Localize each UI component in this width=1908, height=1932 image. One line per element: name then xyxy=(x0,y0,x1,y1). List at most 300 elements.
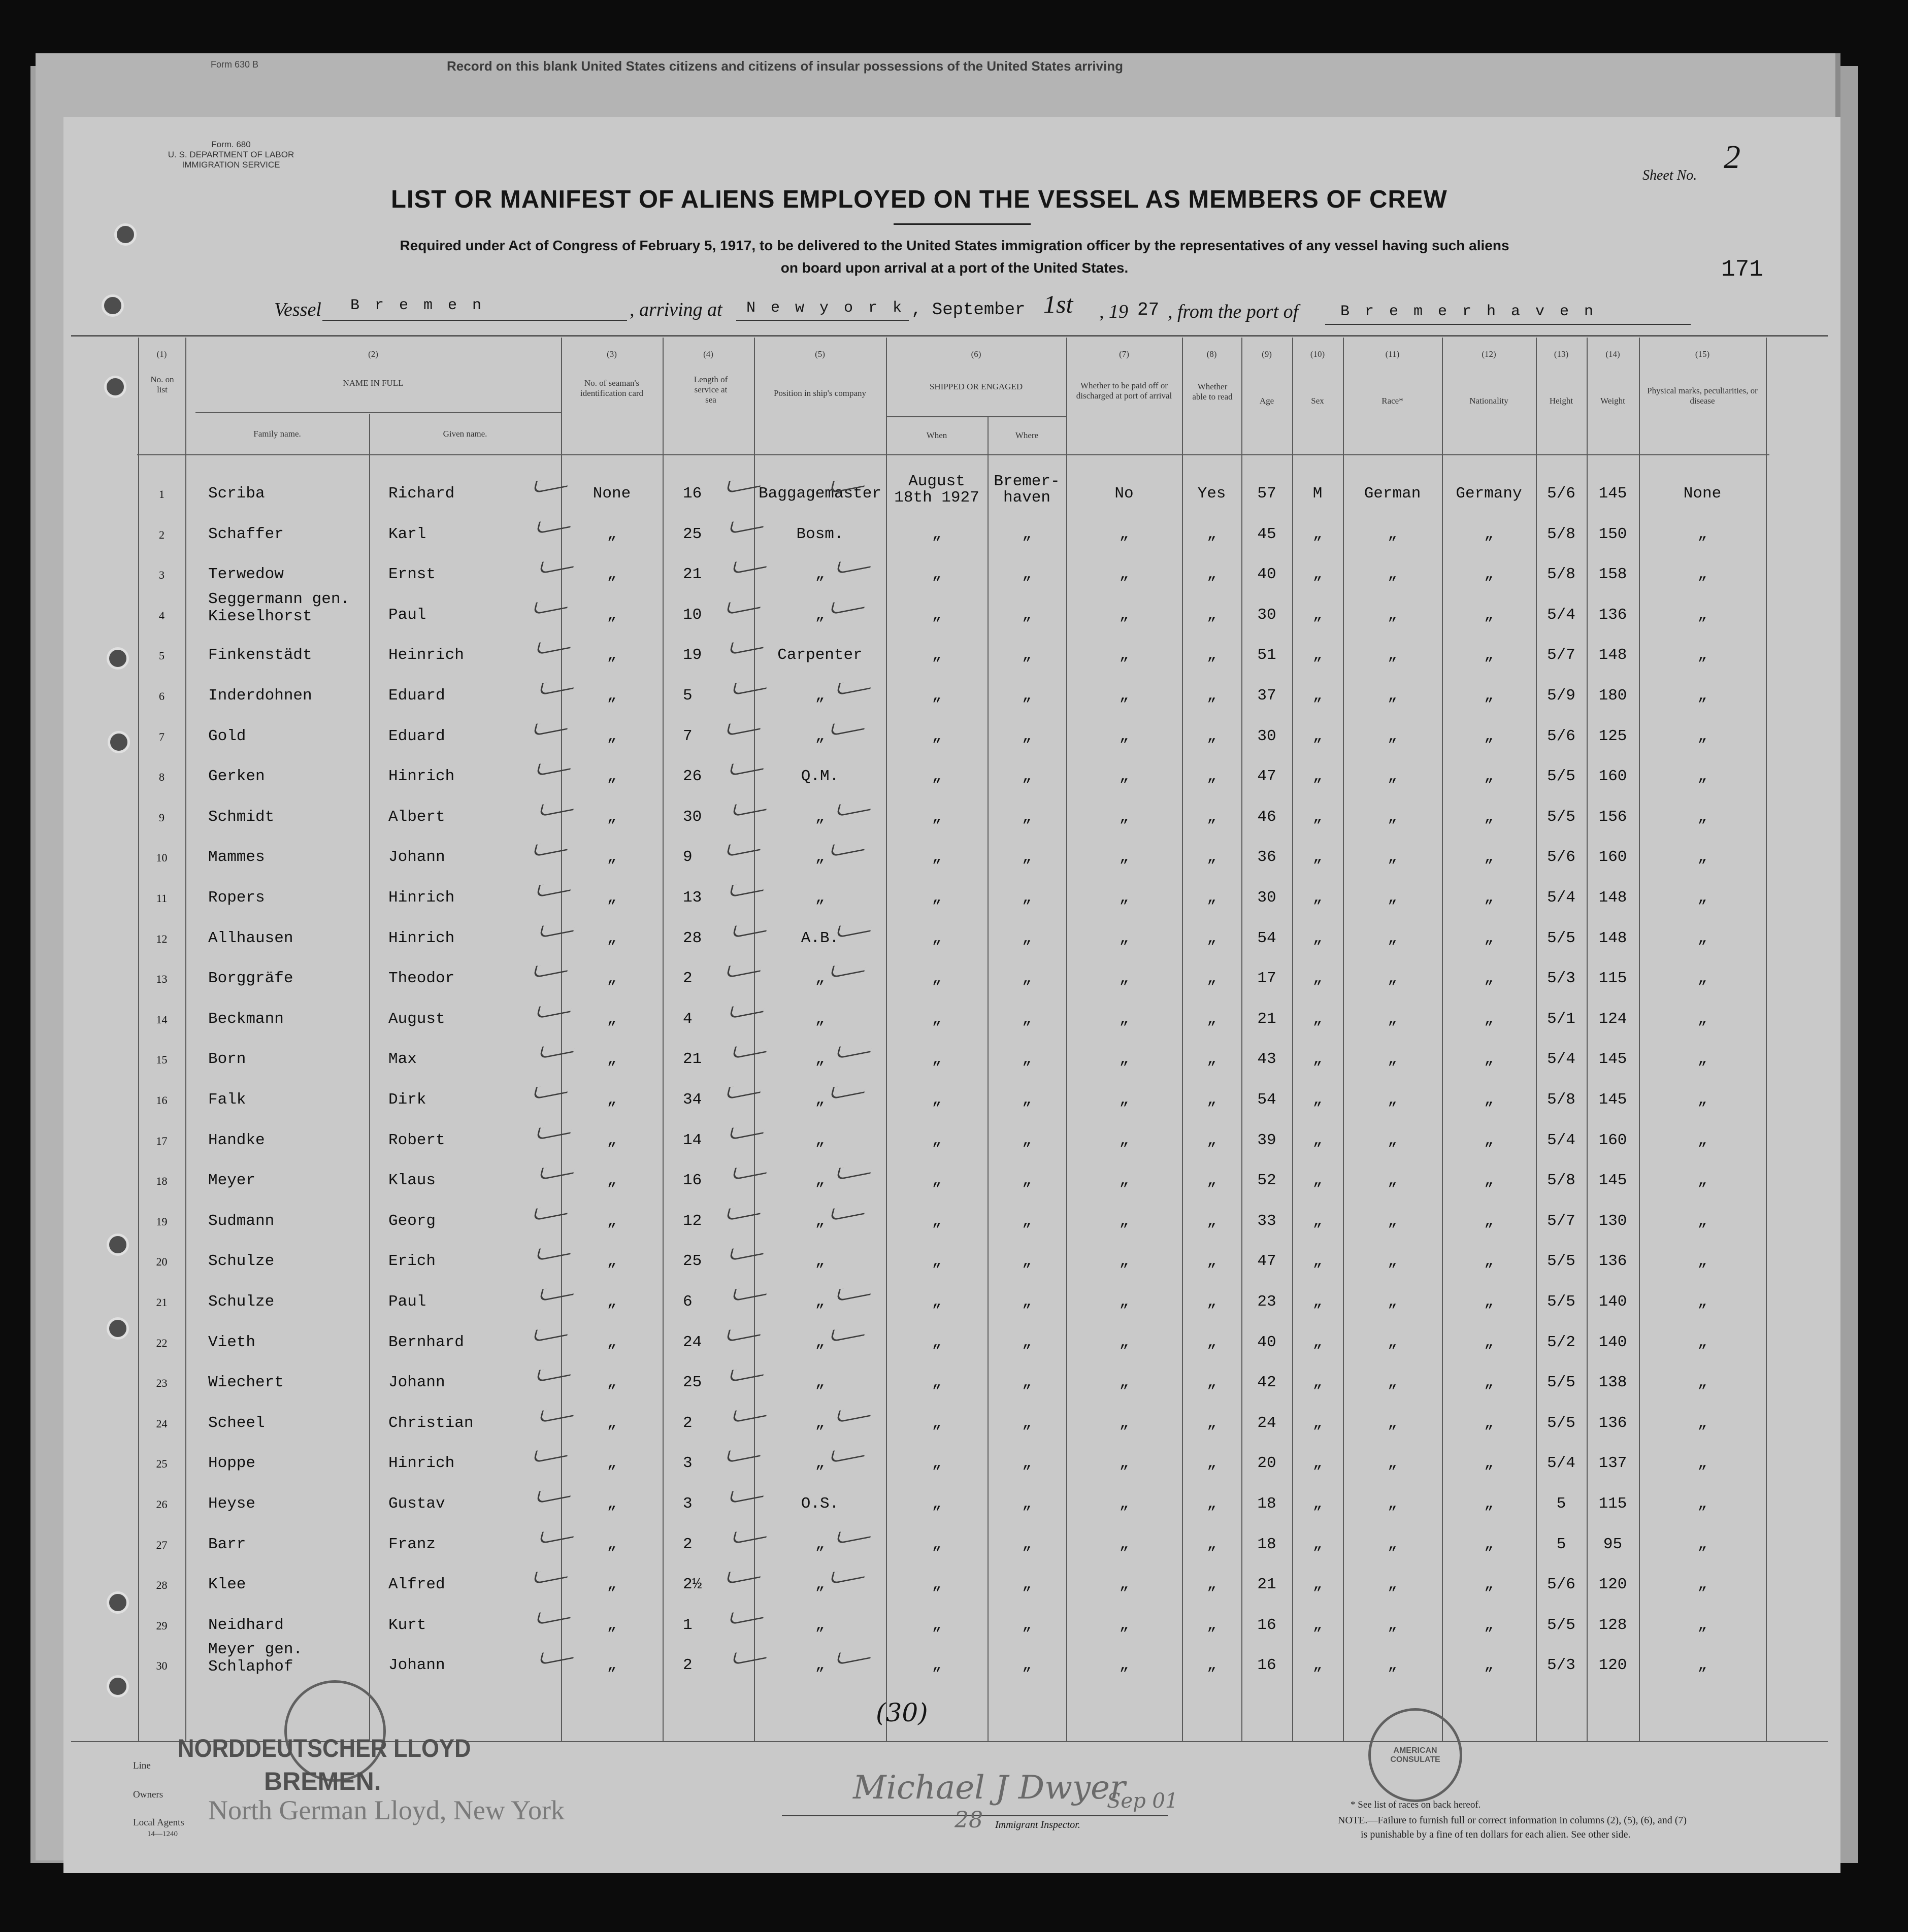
cell-age: 47 xyxy=(1257,1252,1276,1271)
cell-family: Neidhard xyxy=(208,1616,284,1634)
cell-paid: „ xyxy=(1119,727,1129,745)
cell-sex: „ xyxy=(1312,1374,1323,1392)
cell-sex: „ xyxy=(1312,1414,1323,1432)
previous-sheet-header: Record on this blank United States citizens and citizens of insular possessions of the United States arriving xyxy=(447,58,1124,74)
cell-nationality: „ xyxy=(1484,1454,1494,1473)
table-row xyxy=(0,1374,1908,1414)
cell-paid: „ xyxy=(1119,1212,1129,1230)
cell-marks: „ xyxy=(1697,1131,1707,1149)
cell-where: „ xyxy=(1022,727,1032,745)
col-num-4: (4) xyxy=(703,349,713,359)
cell-nationality: „ xyxy=(1484,1656,1494,1675)
cell-sex: „ xyxy=(1312,1293,1323,1311)
line-label: Line xyxy=(133,1760,151,1771)
table-row xyxy=(0,525,1908,566)
cell-no: 12 xyxy=(156,932,168,945)
cell-paid: „ xyxy=(1119,1091,1129,1109)
cell-height: 5/4 xyxy=(1547,1050,1575,1069)
cell-sex: „ xyxy=(1312,1656,1323,1675)
cell-position: „ xyxy=(815,1050,825,1069)
cell-race: „ xyxy=(1388,848,1397,867)
cell-marks: „ xyxy=(1697,1050,1707,1069)
cell-when: „ xyxy=(932,970,942,988)
cell-sex: „ xyxy=(1312,1535,1323,1553)
cell-sex: „ xyxy=(1312,1252,1323,1271)
cell-race: „ xyxy=(1388,1091,1397,1109)
cell-id: „ xyxy=(607,1656,617,1675)
header-age: Age xyxy=(1259,396,1274,406)
cell-race: „ xyxy=(1388,1495,1397,1513)
cell-height: 5/5 xyxy=(1547,1616,1575,1634)
cell-position: „ xyxy=(815,1454,825,1473)
cell-id: „ xyxy=(607,1010,617,1028)
cell-id: „ xyxy=(607,929,617,947)
cell-position: „ xyxy=(815,1212,825,1230)
cell-length: 21 xyxy=(683,1050,702,1069)
cell-no: 3 xyxy=(159,569,165,582)
cell-family: Gold xyxy=(208,727,246,745)
cell-age: 57 xyxy=(1257,485,1276,503)
cell-paid: „ xyxy=(1119,1252,1129,1271)
cell-family: Klee xyxy=(208,1576,246,1594)
cell-given: Ernst xyxy=(388,565,436,584)
table-top-rule xyxy=(71,335,1828,337)
cell-marks: „ xyxy=(1697,1454,1707,1473)
cell-height: 5/8 xyxy=(1547,565,1575,584)
cell-length: 21 xyxy=(683,565,702,584)
page-title: LIST OR MANIFEST OF ALIENS EMPLOYED ON THE VESSEL AS MEMBERS OF CREW xyxy=(391,186,1448,213)
cell-weight: 156 xyxy=(1598,808,1627,826)
cell-length: 2 xyxy=(683,970,693,988)
cell-given: Johann xyxy=(388,1374,445,1392)
cell-height: 5/5 xyxy=(1547,768,1575,786)
cell-no: 20 xyxy=(156,1255,168,1269)
cell-marks: „ xyxy=(1697,1374,1707,1392)
cell-weight: 115 xyxy=(1598,970,1627,988)
cell-nationality: „ xyxy=(1484,1535,1494,1553)
cell-weight: 136 xyxy=(1598,1252,1627,1271)
cell-where: „ xyxy=(1022,1252,1032,1271)
cell-sex: „ xyxy=(1312,525,1323,543)
cell-family: Terwedow xyxy=(208,565,284,584)
cell-paid: „ xyxy=(1119,1616,1129,1634)
table-row xyxy=(0,1010,1908,1051)
cell-nationality: „ xyxy=(1484,1414,1494,1432)
cell-when: „ xyxy=(932,1212,942,1230)
cell-height: 5/4 xyxy=(1547,1454,1575,1473)
cell-weight: 160 xyxy=(1598,768,1627,786)
cell-no: 13 xyxy=(156,973,168,986)
cell-paid: „ xyxy=(1119,1010,1129,1028)
cell-marks: „ xyxy=(1697,768,1707,786)
cell-no: 6 xyxy=(159,690,165,703)
table-row xyxy=(0,473,1908,525)
cell-given: Richard xyxy=(388,485,455,503)
header-where: Where xyxy=(1015,430,1039,440)
from-label: , from the port of xyxy=(1168,301,1299,322)
cell-given: Albert xyxy=(388,808,445,826)
cell-no: 23 xyxy=(156,1377,168,1390)
cell-nationality: „ xyxy=(1484,1131,1494,1149)
cell-height: 5/4 xyxy=(1547,889,1575,907)
table-row xyxy=(0,929,1908,970)
cell-height: 5/4 xyxy=(1547,606,1575,624)
lloyd-stamp-city: BREMEN. xyxy=(264,1767,381,1795)
cell-position: „ xyxy=(815,848,825,867)
cell-when: „ xyxy=(932,1091,942,1109)
cell-weight: 120 xyxy=(1598,1576,1627,1594)
shipped-subheader-rule xyxy=(886,416,1066,417)
punch-hole xyxy=(114,223,137,246)
cell-height: 5/8 xyxy=(1547,525,1575,543)
cell-read: Yes xyxy=(1197,485,1226,503)
cell-position: „ xyxy=(815,1172,825,1190)
cell-given: Hinrich xyxy=(388,889,455,907)
cell-nationality: „ xyxy=(1484,1050,1494,1069)
cell-paid: „ xyxy=(1119,848,1129,867)
cell-race: „ xyxy=(1388,889,1397,907)
cell-id: „ xyxy=(607,1252,617,1271)
table-row xyxy=(0,1641,1908,1697)
cell-length: 10 xyxy=(683,606,702,624)
cell-sex: „ xyxy=(1312,1172,1323,1190)
cell-position: A.B. xyxy=(801,929,839,947)
table-row xyxy=(0,1172,1908,1212)
cell-race: „ xyxy=(1388,929,1397,947)
form-meta xyxy=(135,140,327,170)
table-row xyxy=(0,1536,1908,1576)
header-height: Height xyxy=(1549,396,1573,406)
cell-id: „ xyxy=(607,687,617,705)
cell-given: Alfred xyxy=(388,1576,445,1594)
cell-length: 16 xyxy=(683,1172,702,1190)
cell-when: „ xyxy=(932,1050,942,1069)
cell-age: 30 xyxy=(1257,606,1276,624)
cell-length: 25 xyxy=(683,1374,702,1392)
cell-paid: „ xyxy=(1119,1333,1129,1351)
cell-paid: „ xyxy=(1119,1576,1129,1594)
table-row xyxy=(0,590,1908,647)
cell-sex: „ xyxy=(1312,727,1323,745)
penalty-note-line-2: is punishable by a fine of ten dollars for each alien. See other side. xyxy=(1361,1829,1631,1840)
cell-no: 24 xyxy=(156,1417,168,1430)
cell-id: „ xyxy=(607,768,617,786)
cell-when: „ xyxy=(932,525,942,543)
cell-height: 5/2 xyxy=(1547,1333,1575,1351)
cell-weight: 145 xyxy=(1598,1172,1627,1190)
cell-height: 5/9 xyxy=(1547,687,1575,705)
col-num-15: (15) xyxy=(1695,349,1710,359)
cell-no: 2 xyxy=(159,528,165,541)
col-num-3: (3) xyxy=(607,349,617,359)
cell-weight: 148 xyxy=(1598,889,1627,907)
cell-paid: „ xyxy=(1119,1293,1129,1311)
cell-marks: „ xyxy=(1697,687,1707,705)
cell-position: „ xyxy=(815,1374,825,1392)
cell-nationality: „ xyxy=(1484,1616,1494,1634)
cell-race: „ xyxy=(1388,1131,1397,1149)
cell-no: 16 xyxy=(156,1094,168,1107)
cell-length: 26 xyxy=(683,768,702,786)
cell-weight: 160 xyxy=(1598,848,1627,867)
cell-height: 5/8 xyxy=(1547,1091,1575,1109)
cell-marks: „ xyxy=(1697,1535,1707,1553)
cell-given: Johann xyxy=(388,848,445,867)
cell-age: 40 xyxy=(1257,1333,1276,1351)
cell-id: „ xyxy=(607,1212,617,1230)
cell-weight: 125 xyxy=(1598,727,1627,745)
total-count: (30) xyxy=(876,1698,928,1727)
cell-id: „ xyxy=(607,1091,617,1109)
cell-nationality: „ xyxy=(1484,1212,1494,1230)
cell-when: „ xyxy=(932,1576,942,1594)
cell-given: Eduard xyxy=(388,687,445,705)
punch-hole xyxy=(102,294,124,317)
col-num-2: (2) xyxy=(368,349,378,359)
cell-height: 5/6 xyxy=(1547,727,1575,745)
cell-nationality: „ xyxy=(1484,1495,1494,1513)
punch-hole xyxy=(104,376,126,398)
cell-marks: „ xyxy=(1697,1293,1707,1311)
cell-height: 5/3 xyxy=(1547,1656,1575,1675)
cell-read: „ xyxy=(1207,687,1216,705)
cell-when: „ xyxy=(932,1374,942,1392)
cell-given: Christian xyxy=(388,1414,474,1432)
cell-height: 5 xyxy=(1556,1535,1566,1553)
cell-read: „ xyxy=(1207,565,1216,584)
cell-nationality: „ xyxy=(1484,1333,1494,1351)
cell-id: „ xyxy=(607,1293,617,1311)
cell-id: „ xyxy=(607,525,617,543)
cell-no: 10 xyxy=(156,851,168,864)
cell-family: Hoppe xyxy=(208,1454,256,1473)
cell-family: Beckmann xyxy=(208,1010,284,1028)
cell-paid: „ xyxy=(1119,970,1129,988)
cell-no: 17 xyxy=(156,1134,168,1147)
cell-position: „ xyxy=(815,727,825,745)
cell-position: Baggagemaster xyxy=(759,485,881,503)
cell-where: „ xyxy=(1022,1050,1032,1069)
cell-weight: 145 xyxy=(1598,1091,1627,1109)
cell-position: „ xyxy=(815,1131,825,1149)
cell-where: „ xyxy=(1022,1374,1032,1392)
arrival-day: 1st xyxy=(1043,290,1073,318)
cell-read: „ xyxy=(1207,1050,1216,1069)
cell-height: 5/3 xyxy=(1547,970,1575,988)
cell-where: „ xyxy=(1022,1616,1032,1634)
cell-race: „ xyxy=(1388,687,1397,705)
cell-marks: „ xyxy=(1697,1333,1707,1351)
cell-race: „ xyxy=(1388,970,1397,988)
cell-no: 18 xyxy=(156,1175,168,1188)
cell-length: 12 xyxy=(683,1212,702,1230)
table-row xyxy=(0,1454,1908,1495)
cell-paid: „ xyxy=(1119,1414,1129,1432)
cell-age: 17 xyxy=(1257,970,1276,988)
cell-given: Hinrich xyxy=(388,1454,455,1473)
cell-weight: 145 xyxy=(1598,485,1627,503)
cell-family: Vieth xyxy=(208,1333,256,1351)
cell-sex: „ xyxy=(1312,768,1323,786)
header-nationality: Nationality xyxy=(1469,396,1508,406)
cell-marks: „ xyxy=(1697,1576,1707,1594)
cell-id: „ xyxy=(607,727,617,745)
cell-marks: None xyxy=(1683,485,1722,503)
cell-read: „ xyxy=(1207,889,1216,907)
cell-height: 5/6 xyxy=(1547,848,1575,867)
cell-given: Max xyxy=(388,1050,417,1069)
cell-nationality: „ xyxy=(1484,565,1494,584)
cell-race: „ xyxy=(1388,1252,1397,1271)
cell-when: „ xyxy=(932,1131,942,1149)
cell-read: „ xyxy=(1207,768,1216,786)
col-num-14: (14) xyxy=(1605,349,1620,359)
cell-nationality: „ xyxy=(1484,1172,1494,1190)
cell-when: „ xyxy=(932,1172,942,1190)
cell-paid: „ xyxy=(1119,1131,1129,1149)
cell-no: 8 xyxy=(159,771,165,784)
cell-race: „ xyxy=(1388,1010,1397,1028)
cell-length: 25 xyxy=(683,1252,702,1271)
vessel-underline xyxy=(322,320,627,321)
cell-position: Q.M. xyxy=(801,768,839,786)
cell-length: 2 xyxy=(683,1414,693,1432)
cell-id: „ xyxy=(607,1172,617,1190)
table-row xyxy=(0,1495,1908,1536)
col-num-11: (11) xyxy=(1385,349,1400,359)
cell-race: „ xyxy=(1388,1535,1397,1553)
cell-where: „ xyxy=(1022,1333,1032,1351)
header-family-name: Family name. xyxy=(253,429,301,439)
cell-where: „ xyxy=(1022,1535,1032,1553)
cell-id: „ xyxy=(607,848,617,867)
cell-where: „ xyxy=(1022,768,1032,786)
cell-sex: „ xyxy=(1312,1050,1323,1069)
cell-age: 18 xyxy=(1257,1495,1276,1513)
cell-id: „ xyxy=(607,1576,617,1594)
subtitle-line-1: Required under Act of Congress of February 5, 1917, to be delivered to the United States immigration officer by the representatives of any vessel having such aliens xyxy=(400,238,1509,253)
cell-height: 5/5 xyxy=(1547,1414,1575,1432)
inspector-number: 28 xyxy=(955,1807,983,1833)
cell-read: „ xyxy=(1207,1374,1216,1392)
cell-length: 14 xyxy=(683,1131,702,1149)
table-row xyxy=(0,727,1908,768)
table-row xyxy=(0,808,1908,849)
lloyd-agent-stamp: North German Lloyd, New York xyxy=(208,1795,565,1825)
cell-where: „ xyxy=(1022,565,1032,584)
cell-race: „ xyxy=(1388,606,1397,624)
cell-when: „ xyxy=(932,1333,942,1351)
cell-length: 2 xyxy=(683,1656,693,1675)
cell-where: „ xyxy=(1022,1414,1032,1432)
cell-when: „ xyxy=(932,848,942,867)
cell-no: 19 xyxy=(156,1215,168,1228)
cell-age: 43 xyxy=(1257,1050,1276,1069)
cell-marks: „ xyxy=(1697,1616,1707,1634)
cell-marks: „ xyxy=(1697,606,1707,624)
cell-length: 9 xyxy=(683,848,693,867)
cell-nationality: „ xyxy=(1484,848,1494,867)
cell-race: „ xyxy=(1388,646,1397,664)
cell-length: 25 xyxy=(683,525,702,543)
cell-position: „ xyxy=(815,1576,825,1594)
cell-family: Scriba xyxy=(208,485,265,503)
cell-position: „ xyxy=(815,970,825,988)
cell-race: „ xyxy=(1388,1454,1397,1473)
cell-no: 21 xyxy=(156,1296,168,1309)
sheet-label: Sheet No. xyxy=(1642,168,1697,183)
cell-given: Hinrich xyxy=(388,929,455,947)
cell-where: „ xyxy=(1022,1454,1032,1473)
cell-height: 5/5 xyxy=(1547,1374,1575,1392)
cell-age: 45 xyxy=(1257,525,1276,543)
cell-no: 4 xyxy=(159,609,165,622)
cell-sex: „ xyxy=(1312,646,1323,664)
col-num-7: (7) xyxy=(1119,349,1129,359)
cell-when: „ xyxy=(932,646,942,664)
cell-sex: „ xyxy=(1312,565,1323,584)
cell-family: Seggermann gen. Kieselhorst xyxy=(208,590,350,625)
subtitle-line-2: on board upon arrival at a port of the United States. xyxy=(780,260,1129,276)
cell-position: „ xyxy=(815,565,825,584)
cell-race: „ xyxy=(1388,525,1397,543)
cell-marks: „ xyxy=(1697,1212,1707,1230)
cell-read: „ xyxy=(1207,1293,1216,1311)
cell-paid: „ xyxy=(1119,808,1129,826)
cell-no: 5 xyxy=(159,649,165,662)
cell-given: Eduard xyxy=(388,727,445,745)
cell-no: 25 xyxy=(156,1457,168,1471)
cell-position: Carpenter xyxy=(777,646,863,664)
cell-height: 5/4 xyxy=(1547,1131,1575,1149)
stamp-number: 171 xyxy=(1721,256,1763,283)
cell-marks: „ xyxy=(1697,848,1707,867)
cell-nationality: „ xyxy=(1484,606,1494,624)
cell-id: „ xyxy=(607,1535,617,1553)
cell-sex: „ xyxy=(1312,1576,1323,1594)
cell-nationality: „ xyxy=(1484,929,1494,947)
cell-age: 46 xyxy=(1257,808,1276,826)
cell-height: 5/5 xyxy=(1547,929,1575,947)
cell-sex: „ xyxy=(1312,606,1323,624)
cell-where: „ xyxy=(1022,1010,1032,1028)
cell-read: „ xyxy=(1207,1010,1216,1028)
cell-weight: 130 xyxy=(1598,1212,1627,1230)
cell-nationality: „ xyxy=(1484,808,1494,826)
cell-weight: 136 xyxy=(1598,1414,1627,1432)
cell-sex: „ xyxy=(1312,1131,1323,1149)
cell-read: „ xyxy=(1207,929,1216,947)
cell-id: „ xyxy=(607,1495,617,1513)
cell-family: Schaffer xyxy=(208,525,284,543)
cell-where: „ xyxy=(1022,1131,1032,1149)
name-subheader-rule xyxy=(195,412,561,413)
cell-id: „ xyxy=(607,970,617,988)
cell-age: 52 xyxy=(1257,1172,1276,1190)
cell-marks: „ xyxy=(1697,646,1707,664)
cell-age: 37 xyxy=(1257,687,1276,705)
sheet-number: 2 xyxy=(1724,139,1740,176)
cell-when: „ xyxy=(932,1495,942,1513)
previous-form-label: Form 630 B xyxy=(211,59,259,70)
table-row xyxy=(0,1212,1908,1253)
cell-height: 5 xyxy=(1556,1495,1566,1513)
cell-family: Borggräfe xyxy=(208,970,293,988)
cell-weight: 180 xyxy=(1598,687,1627,705)
cell-length: 2 xyxy=(683,1535,693,1553)
cell-when: „ xyxy=(932,929,942,947)
cell-given: Paul xyxy=(388,1293,426,1311)
